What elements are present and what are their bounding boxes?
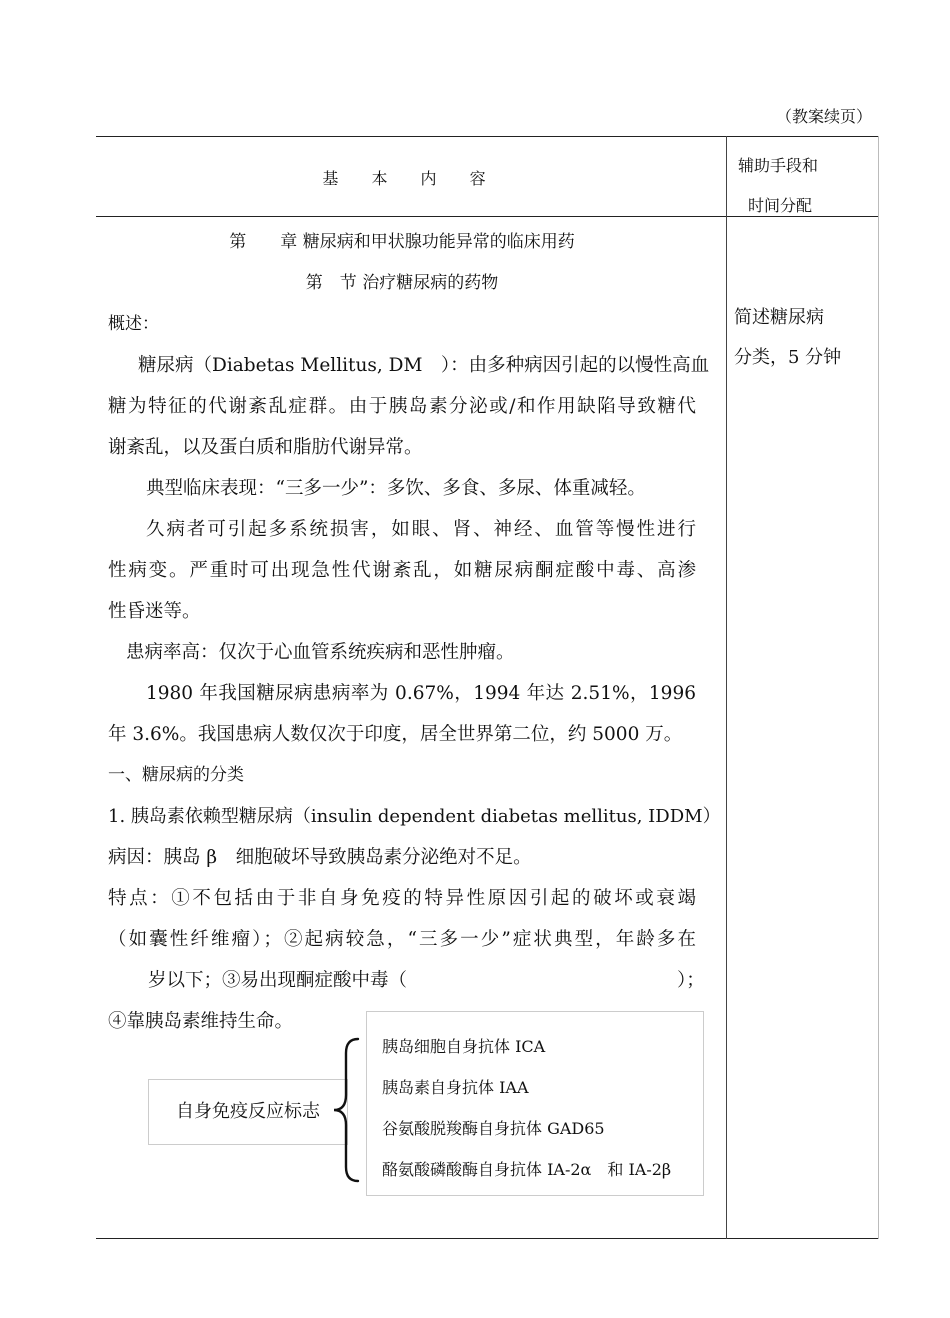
- header-aids-and-time: [738, 146, 818, 226]
- features-line-1: 特点：①不包括由于非自身免疫的特异性原因引起的破坏或衰竭: [108, 888, 696, 909]
- header-side-line1: 辅助手段和: [738, 156, 819, 175]
- overview-label: 概述：: [108, 314, 159, 334]
- autoimmune-marker-label: 自身免疫反应标志: [148, 1079, 348, 1145]
- chapter-title: 第 章 糖尿病和甲状腺功能异常的临床用药: [229, 232, 575, 252]
- complications-line-1: 久病者可引起多系统损害，如眼、肾、神经、血管等慢性进行: [146, 519, 696, 540]
- complications-line-3: 性昏迷等。: [108, 601, 201, 622]
- features-line-4: ④靠胰岛素维持生命。: [108, 1011, 294, 1032]
- section-title: 第 节 治疗糖尿病的药物: [305, 273, 499, 293]
- complications-line-2: 性病变。严重时可出现急性代谢紊乱，如糖尿病酮症酸中毒、高渗: [108, 560, 696, 581]
- marker-gad65: 谷氨酸脱羧酶自身抗体 GAD65: [382, 1119, 605, 1138]
- table-bottom-border: [96, 1238, 879, 1239]
- marker-ia2: 酪氨酸磷酸酶自身抗体 IA-2α 和 IA-2β: [382, 1160, 672, 1179]
- etiology: 病因：胰岛 β 细胞破坏导致胰岛素分泌绝对不足。: [108, 847, 532, 868]
- page-continuation-note: （教案续页）: [775, 107, 872, 126]
- main-content: [108, 222, 721, 1042]
- features-line-3: [108, 960, 705, 1001]
- heading-classification: 一、糖尿病的分类: [108, 765, 244, 785]
- features-line-3a: 岁以下；③易出现酮症酸中毒（: [148, 970, 408, 991]
- side-note-line1: 简述糖尿病: [734, 307, 824, 328]
- statistics-line-2: 年 3.6%。我国患病人数仅次于印度，居全世界第二位，约 5000 万。: [108, 724, 683, 745]
- marker-ica: 胰岛细胞自身抗体 ICA: [382, 1037, 546, 1056]
- definition-line-1: 糖尿病（Diabetas Mellitus, DM ）：由多种病因引起的以慢性高血: [138, 355, 710, 376]
- features-line-2: （如囊性纤维瘤）；②起病较急，“三多一少”症状典型，年龄多在: [108, 929, 696, 950]
- features-line-3b: ）；: [677, 970, 705, 991]
- prevalence: 患病率高：仅次于心血管系统疾病和恶性肿瘤。: [126, 642, 515, 663]
- table-right-border: [878, 136, 879, 1239]
- clinical-manifestation: 典型临床表现：“三多一少”：多饮、多食、多尿、体重减轻。: [146, 478, 646, 499]
- statistics-line-1: 1980 年我国糖尿病患病率为 0.67%，1994 年达 2.51%，1996: [146, 683, 696, 704]
- header-basic-content: 基 本 内 容: [322, 169, 500, 188]
- definition-line-3: 谢紊乱，以及蛋白质和脂肪代谢异常。: [108, 437, 423, 458]
- marker-iaa: 胰岛素自身抗体 IAA: [382, 1078, 529, 1097]
- header-side-line2: 时间分配: [748, 196, 813, 215]
- item-iddm: 1. 胰岛素依赖型糖尿病（insulin dependent diabetas mellitus, IDDM）: [108, 806, 721, 827]
- column-divider: [726, 136, 727, 1239]
- table-top-border: [96, 136, 879, 137]
- curly-brace: [332, 1035, 362, 1185]
- side-note-line2: 分类，5 分钟: [734, 347, 842, 368]
- definition-line-2: 糖为特征的代谢紊乱症群。由于胰岛素分泌或/和作用缺陷导致糖代: [108, 396, 696, 417]
- side-note: [734, 298, 841, 378]
